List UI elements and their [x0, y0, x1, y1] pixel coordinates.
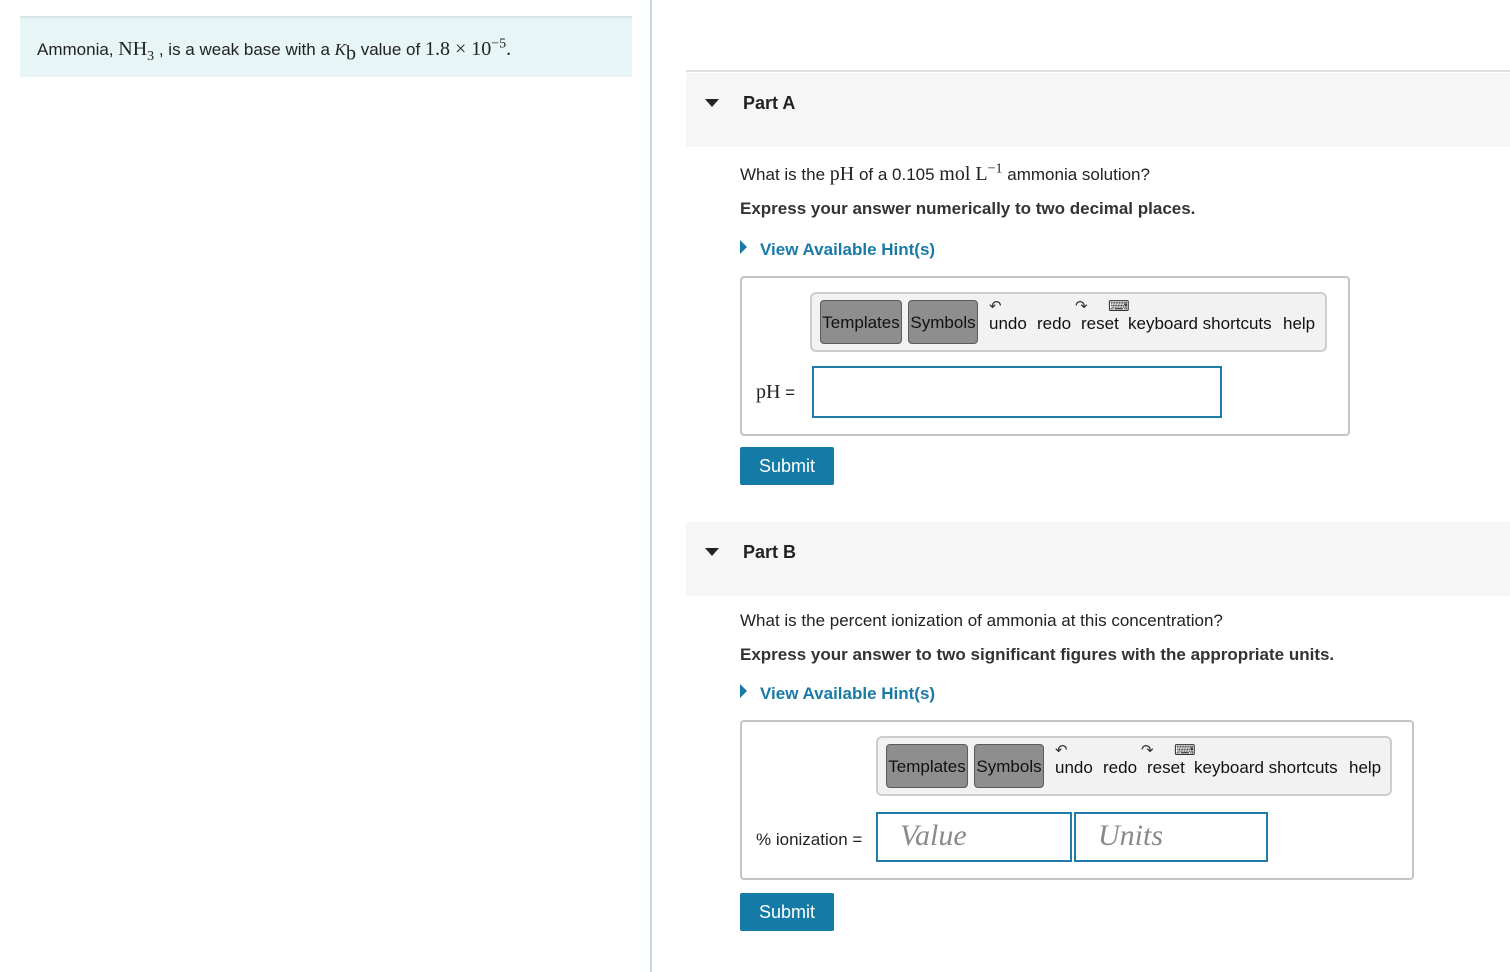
- part-a-hint-link[interactable]: [740, 240, 935, 260]
- part-a-title: Part A: [743, 93, 796, 113]
- part-a-header[interactable]: [686, 73, 1510, 147]
- hint-label: View Available Hint(s): [760, 240, 936, 259]
- keyboard-icon: ⌨: [1174, 742, 1196, 759]
- part-a-question: [740, 163, 1150, 186]
- undo-arrow-icon: ↶: [989, 298, 1002, 315]
- intro-value-text: value of: [355, 40, 425, 59]
- symbols-button[interactable]: Symbols: [908, 300, 978, 344]
- keyboard-shortcuts-button[interactable]: keyboard shortcuts: [1194, 758, 1338, 777]
- part-a-submit-button[interactable]: Submit: [740, 447, 834, 485]
- templates-button[interactable]: Templates: [820, 300, 902, 344]
- k-letter: K: [334, 40, 346, 59]
- part-b-answer-box: [740, 720, 1414, 880]
- hint-label: View Available Hint(s): [760, 684, 936, 703]
- kb-value-exponent: −5: [491, 36, 507, 52]
- templates-button[interactable]: Templates: [886, 744, 968, 788]
- ph-label-math: pH: [756, 381, 781, 403]
- formula-main: NH: [118, 38, 148, 60]
- redo-arrow-icon: ↷: [1141, 742, 1154, 759]
- redo-button[interactable]: redo: [1103, 758, 1138, 777]
- units-input[interactable]: Units: [1074, 812, 1268, 862]
- formula-subscript: 3: [147, 49, 155, 64]
- help-button[interactable]: help: [1349, 758, 1382, 777]
- expand-triangle-icon: [740, 684, 747, 698]
- part-b-submit-button[interactable]: Submit: [740, 893, 834, 931]
- expand-triangle-icon: [740, 240, 747, 254]
- percent-ionization-label: % ionization =: [756, 830, 863, 849]
- ph-answer-input[interactable]: [812, 366, 1222, 418]
- math-toolbar: [876, 736, 1392, 796]
- part-b-title: Part B: [743, 542, 797, 562]
- help-button[interactable]: help: [1283, 314, 1316, 333]
- undo-button[interactable]: undo: [1055, 758, 1093, 777]
- undo-arrow-icon: ↶: [1055, 742, 1068, 759]
- question-ph: pH: [829, 163, 855, 185]
- intro-end: .: [506, 38, 512, 60]
- collapse-triangle-icon[interactable]: [705, 548, 719, 556]
- keyboard-icon: ⌨: [1108, 298, 1130, 315]
- k-subscript: b: [345, 42, 356, 65]
- question-unit: [939, 163, 1002, 185]
- reset-button[interactable]: reset: [1147, 758, 1185, 777]
- part-a-instruction: Express your answer numerically to two decimal places.: [740, 199, 1196, 218]
- unit-main: mol L: [939, 163, 988, 185]
- column-divider: [650, 0, 652, 972]
- symbols-button[interactable]: Symbols: [974, 744, 1044, 788]
- question-post: ammonia solution?: [1002, 165, 1150, 184]
- question-pre: What is the: [740, 165, 830, 184]
- top-rule: [686, 70, 1510, 72]
- ph-label: [756, 381, 795, 404]
- reset-button[interactable]: reset: [1081, 314, 1119, 333]
- part-b-instruction: Express your answer to two significant figures with the appropriate units.: [740, 645, 1335, 664]
- kb-value-main: 1.8 × 10: [424, 38, 492, 60]
- kb-value: [425, 38, 511, 60]
- part-a-answer-box: [740, 276, 1350, 436]
- intro-prefix: Ammonia,: [37, 40, 119, 59]
- problem-intro: [20, 16, 632, 77]
- keyboard-shortcuts-button[interactable]: keyboard shortcuts: [1128, 314, 1272, 333]
- part-b-question: What is the percent ionization of ammonia at this concentration?: [740, 611, 1223, 630]
- undo-button[interactable]: undo: [989, 314, 1027, 333]
- math-toolbar: [810, 292, 1327, 352]
- intro-middle: , is a weak base with a: [154, 40, 335, 59]
- collapse-triangle-icon[interactable]: [705, 99, 719, 107]
- redo-arrow-icon: ↷: [1075, 298, 1088, 315]
- question-mid: of a 0.105: [854, 165, 940, 184]
- unit-exponent: −1: [987, 161, 1003, 177]
- redo-button[interactable]: redo: [1037, 314, 1072, 333]
- value-input[interactable]: Value: [876, 812, 1072, 862]
- part-b-header[interactable]: [686, 522, 1510, 596]
- kb-symbol: [334, 40, 356, 65]
- ammonia-formula: [118, 38, 155, 64]
- ph-label-equals: =: [780, 383, 796, 402]
- part-b-hint-link[interactable]: [740, 684, 935, 704]
